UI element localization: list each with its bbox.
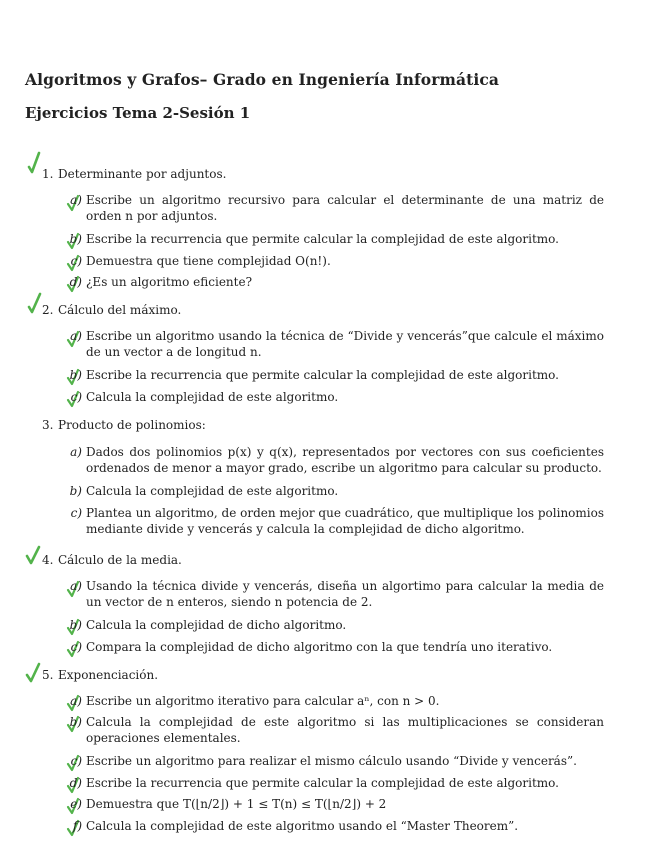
- question-4-item-c: c) Compara la complejidad de dicho algoritmo con la que tendría uno iterativo.: [70, 640, 553, 654]
- question-1: 1. Determinante por adjuntos.: [42, 167, 227, 181]
- doc-title: Algoritmos y Grafos– Grado en Ingeniería Informática: [25, 70, 500, 89]
- question-5-item-e: e) Demuestra que T(⌊n/2⌋) + 1 ≤ T(n) ≤ T(⌊n/2⌋) + 2: [70, 797, 387, 811]
- question-4-item-a: a) Usando la técnica divide y vencerás, diseña un algortimo para calcular la media de un vector de n enteros, siendo n potencia de 2.: [70, 579, 604, 609]
- question-3-item-a: a) Dados dos polinomios p(x) y q(x), representados por vectores con sus coeficientes ordenados de menor a mayor grado, escribe un algoritmo para calcular su producto.: [70, 445, 604, 475]
- question-1-item-b: b) Escribe la recurrencia que permite calcular la complejidad de este algoritmo.: [69, 232, 559, 246]
- question-5-item-f: f) Calcula la complejidad de este algoritmo usando el “Master Theorem”.: [72, 819, 519, 833]
- question-4-item-b: b) Calcula la complejidad de dicho algoritmo.: [69, 618, 347, 632]
- question-3-item-c: c) Plantea un algoritmo, de orden mejor que cuadrático, que multiplique los polinomios mediante divide y vencerás y calcula la complejidad de dicho algoritmo.: [70, 506, 604, 536]
- question-2-item-b: b) Escribe la recurrencia que permite calcular la complejidad de este algoritmo.: [69, 368, 559, 382]
- question-1-item-c: c) Demuestra que tiene complejidad O(n!).: [70, 254, 331, 268]
- question-3-item-b: b) Calcula la complejidad de este algoritmo.: [69, 484, 339, 498]
- question-4: 4. Cálculo de la media.: [42, 553, 182, 567]
- question-2: 2. Cálculo del máximo.: [42, 303, 182, 317]
- question-5-item-a: a) Escribe un algoritmo iterativo para calcular aⁿ, con n > 0.: [70, 694, 440, 708]
- question-3: 3. Producto de polinomios:: [42, 418, 206, 432]
- question-5-item-d: d) Escribe la recurrencia que permite calcular la complejidad de este algoritmo.: [69, 776, 559, 790]
- question-5-item-c: c) Escribe un algoritmo para realizar el mismo cálculo usando “Divide y vencerás”.: [70, 754, 577, 768]
- question-1-item-a: a) Escribe un algoritmo recursivo para calcular el determinante de una matriz de orden n por adjuntos.: [70, 193, 604, 223]
- question-5-item-b: b) Calcula la complejidad de este algoritmo si las multiplicaciones se consideran operaciones elementales.: [69, 715, 604, 745]
- question-2-item-a: a) Escribe un algoritmo usando la técnica de “Divide y vencerás”que calcule el máximo de un vector a de longitud n.: [70, 329, 604, 359]
- doc-subtitle: Ejercicios Tema 2-Sesión 1: [25, 104, 251, 122]
- question-1-item-d: d) ¿Es un algoritmo eficiente?: [69, 275, 253, 289]
- question-2-item-c: c) Calcula la complejidad de este algoritmo.: [70, 390, 339, 404]
- question-5: 5. Exponenciación.: [42, 668, 159, 682]
